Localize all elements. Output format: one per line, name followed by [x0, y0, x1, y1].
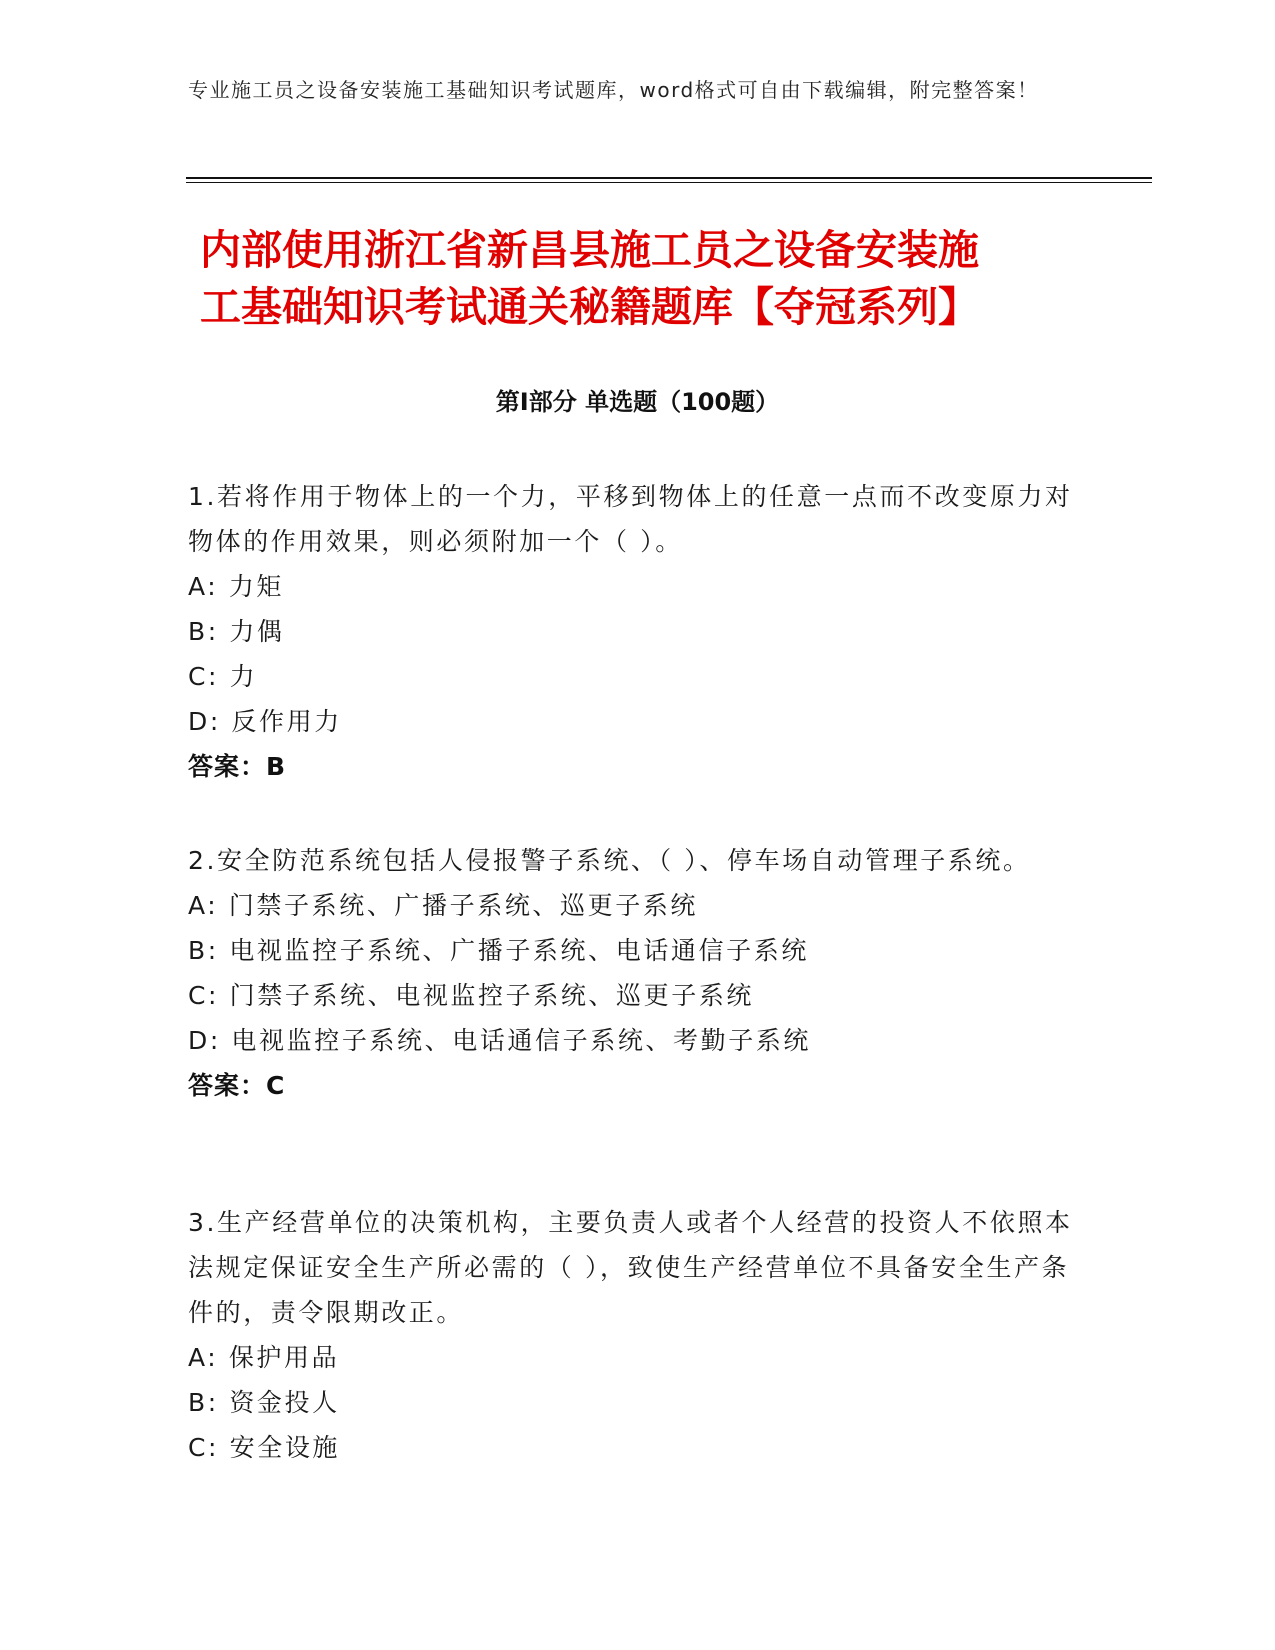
option-a: A: 门禁子系统、广播子系统、巡更子系统: [188, 891, 699, 920]
option-a: A: 保护用品: [188, 1343, 340, 1372]
document-title-line-1: 内部使用浙江省新昌县施工员之设备安装施: [200, 226, 979, 274]
option-b: B: 电视监控子系统、广播子系统、电话通信子系统: [188, 936, 809, 965]
option-a: A: 力矩: [188, 572, 285, 601]
header-note: 专业施工员之设备安装施工基础知识考试题库，word格式可自由下载编辑，附完整答案！: [188, 78, 1039, 102]
document-title: [200, 222, 1100, 336]
option-d: D: 电视监控子系统、电话通信子系统、考勤子系统: [188, 1026, 812, 1055]
option-b: B: 力偶: [188, 617, 285, 646]
question-stem: 1.若将作用于物体上的一个力，平移到物体上的任意一点而不改变原力对物体的作用效果，则必须附加一个（ ）。: [188, 482, 1073, 556]
option-c: C: 力: [188, 662, 258, 691]
question-1: [188, 474, 1088, 789]
header-rule-thin: [186, 182, 1152, 183]
option-c: C: 门禁子系统、电视监控子系统、巡更子系统: [188, 981, 755, 1010]
option-b: B: 资金投人: [188, 1388, 340, 1417]
answer: 答案：C: [188, 1071, 286, 1100]
section-heading: 第Ⅰ部分 单选题（100题）: [495, 388, 780, 416]
option-c: C: 安全设施: [188, 1433, 341, 1462]
document-title-line-2: 工基础知识考试通关秘籍题库【夺冠系列】: [200, 283, 979, 331]
header-rule-thick: [186, 177, 1152, 179]
question-2: [188, 838, 1088, 1108]
option-d: D: 反作用力: [188, 707, 342, 736]
question-3: [188, 1200, 1088, 1470]
question-stem: 2.安全防范系统包括人侵报警子系统、（ ）、停车场自动管理子系统。: [188, 846, 1031, 875]
answer: 答案：B: [188, 752, 287, 781]
question-stem: 3.生产经营单位的决策机构，主要负责人或者个人经营的投资人不依照本法规定保证安全生产所必需的（ ），致使生产经营单位不具备安全生产条件的，责令限期改正。: [188, 1208, 1073, 1327]
